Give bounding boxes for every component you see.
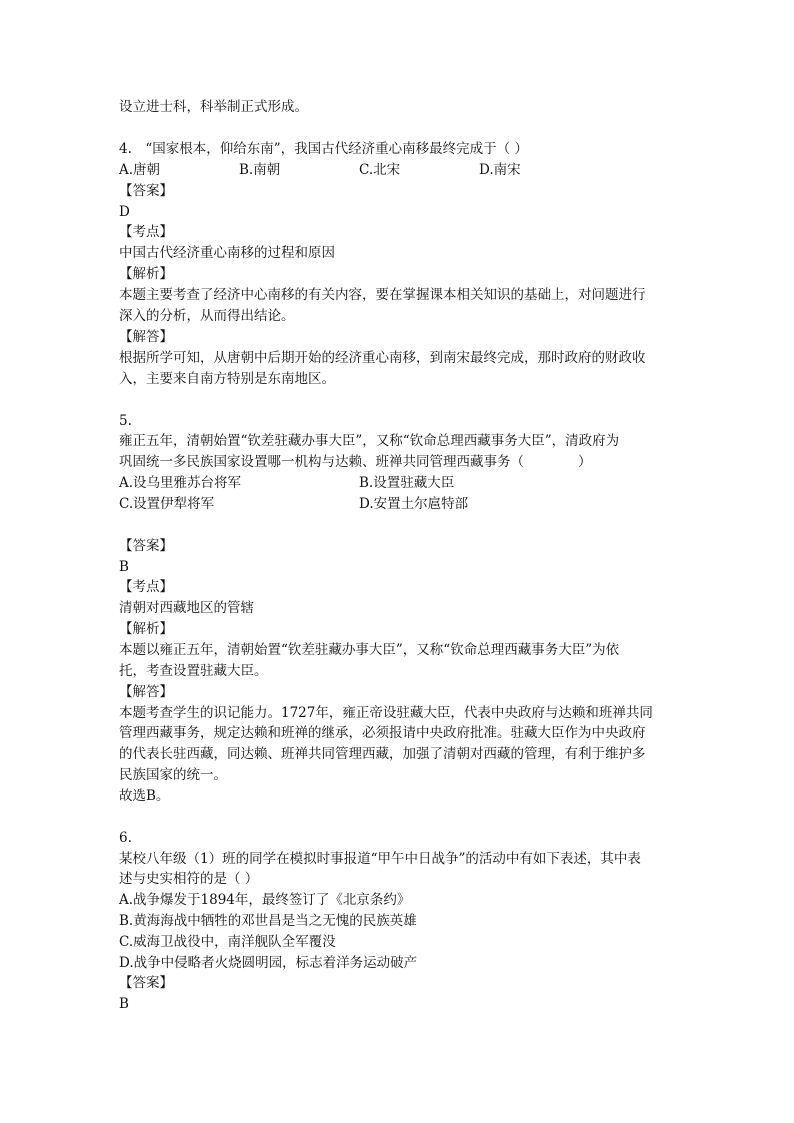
answer-heading: 【答案】 [119, 975, 173, 991]
question-5-number: 5. [119, 413, 132, 429]
solution-text: 的代表长驻西藏，同达赖、班禅共同管理西藏，加强了清朝对西藏的管理，有利于维护多 [119, 746, 646, 762]
q5-option-c: C.设置伊犁将军 [119, 496, 215, 512]
analysis-heading: 【解析】 [119, 621, 173, 637]
analysis-text: 托，考查设置驻藏大臣。 [119, 663, 268, 679]
answer-heading: 【答案】 [119, 183, 173, 199]
solution-heading: 【解答】 [119, 684, 173, 700]
answer-value: B [119, 559, 129, 575]
topic-heading: 【考点】 [119, 579, 173, 595]
text-line: 设立进士科，科举制正式形成。 [119, 99, 308, 115]
solution-text: 本题考查学生的识记能力。1727年，雍正帝设驻藏大臣，代表中央政府与达赖和班禅共同 [119, 705, 653, 721]
question-4-stem: 4. “国家根本，仰给东南”，我国古代经济重心南移最终完成于（ ） [119, 141, 528, 157]
q4-option-c: C.北宋 [359, 162, 401, 178]
q5-option-d: D.安置土尔扈特部 [359, 496, 469, 512]
q6-option-a: A.战争爆发于1894年，最终签订了《北京条约》 [119, 892, 411, 908]
q4-option-d: D.南宋 [479, 162, 521, 178]
q4-option-b: B.南朝 [239, 162, 281, 178]
q6-option-c: C.威海卫战役中，南洋舰队全军覆没 [119, 934, 336, 950]
q6-option-b: B.黄海海战中牺牲的邓世昌是当之无愧的民族英雄 [119, 913, 417, 929]
answer-value: D [119, 204, 130, 220]
question-6-number: 6. [119, 830, 132, 846]
q5-option-b: B.设置驻藏大臣 [359, 475, 455, 491]
analysis-text: 本题主要考查了经济中心南移的有关内容，要在掌握课本相关知识的基础上，对问题进行 [119, 287, 646, 303]
question-5-stem: 雍正五年，清朝始置“钦差驻藏办事大臣”，又称“钦命总理西藏事务大臣”，清政府为 [119, 433, 620, 449]
question-5-stem: 巩固统一多民族国家设置哪一机构与达赖、班禅共同管理西藏事务（ ） [119, 454, 592, 470]
topic-text: 清朝对西藏地区的管辖 [119, 600, 254, 616]
analysis-heading: 【解析】 [119, 266, 173, 282]
answer-heading: 【答案】 [119, 538, 173, 554]
q5-option-a: A.设乌里雅苏台将军 [119, 475, 242, 491]
q6-option-d: D.战争中侵略者火烧圆明园，标志着洋务运动破产 [119, 955, 418, 971]
topic-heading: 【考点】 [119, 224, 173, 240]
solution-heading: 【解答】 [119, 329, 173, 345]
q4-option-a: A.唐朝 [119, 162, 161, 178]
topic-text: 中国古代经济重心南移的过程和原因 [119, 245, 335, 261]
analysis-text: 深入的分析，从而得出结论。 [119, 308, 295, 324]
solution-text: 管理西藏事务，规定达赖和班禅的继承，必须报请中央政府批准。驻藏大臣作为中央政府 [119, 725, 646, 741]
question-6-stem: 述与史实相符的是（ ） [119, 871, 259, 887]
answer-value: B [119, 996, 129, 1012]
question-6-stem: 某校八年级（1）班的同学在模拟时事报道“甲午中日战争”的活动中有如下表述，其中表 [119, 851, 641, 867]
solution-text: 入，主要来自南方特别是东南地区。 [119, 371, 335, 387]
solution-text: 民族国家的统一。 [119, 767, 227, 783]
solution-text: 根据所学可知，从唐朝中后期开始的经济重心南移，到南宋最终完成，那时政府的财政收 [119, 350, 646, 366]
solution-text: 故选B。 [119, 788, 170, 804]
analysis-text: 本题以雍正五年，清朝始置“钦差驻藏办事大臣”，又称“钦命总理西藏事务大臣”为依 [119, 642, 620, 658]
